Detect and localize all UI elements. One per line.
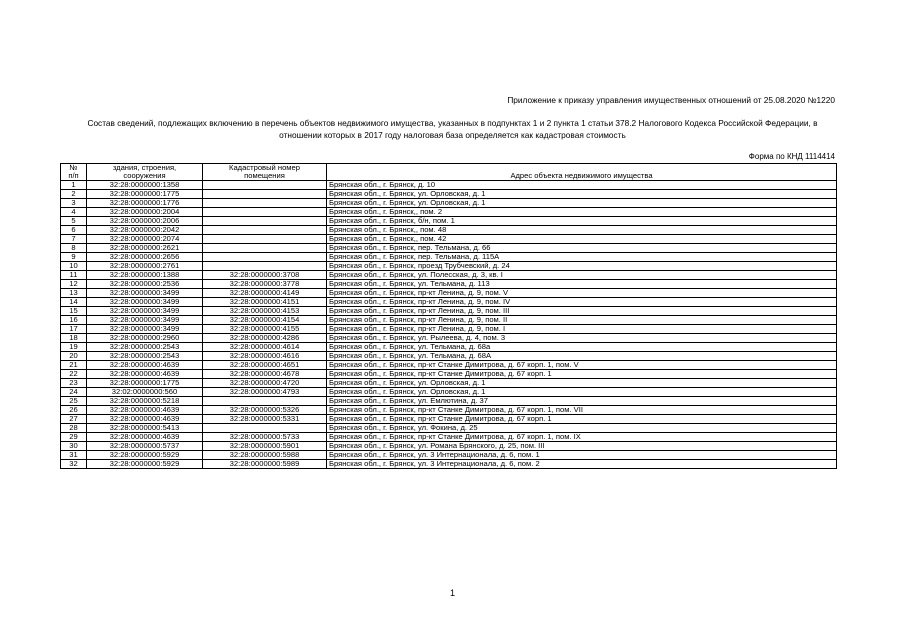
table-row — [61, 370, 837, 379]
building-cadastral-cell: 32:28:0000000:3499 — [87, 316, 203, 325]
address-cell: Брянская обл., г. Брянск, пр-кт Станке Димитрова, д. 67 корп. 1, пом. IX — [327, 433, 837, 442]
room-cadastral-cell: 32:28:0000000:4155 — [203, 325, 327, 334]
room-cadastral-cell: 32:28:0000000:4149 — [203, 289, 327, 298]
building-cadastral-cell: 32:28:0000000:5413 — [87, 424, 203, 433]
building-cadastral-cell: 32:02:0000000:560 — [87, 388, 203, 397]
address-cell: Брянская обл., г. Брянск, пр-кт Ленина, д. 9, пом. III — [327, 307, 837, 316]
room-cadastral-cell: 32:28:0000000:4153 — [203, 307, 327, 316]
address-cell: Брянская обл., г. Брянск,, пом. 42 — [327, 235, 837, 244]
row-number-cell: 29 — [61, 433, 87, 442]
row-number-cell: 5 — [61, 217, 87, 226]
address-cell: Брянская обл., г. Брянск, ул. 3 Интернационала, д. 6, пом. 2 — [327, 460, 837, 469]
table-row — [61, 199, 837, 208]
building-cadastral-cell: 32:28:0000000:1776 — [87, 199, 203, 208]
row-number-cell: 15 — [61, 307, 87, 316]
room-cadastral-cell — [203, 235, 327, 244]
address-cell: Брянская обл., г. Брянск, пр-кт Ленина, д. 9, пом. IV — [327, 298, 837, 307]
row-number-cell: 31 — [61, 451, 87, 460]
room-cadastral-cell: 32:28:0000000:4154 — [203, 316, 327, 325]
building-cadastral-cell: 32:28:0000000:1775 — [87, 379, 203, 388]
building-cadastral-cell: 32:28:0000000:5929 — [87, 460, 203, 469]
building-cadastral-cell: 32:28:0000000:2006 — [87, 217, 203, 226]
table-row — [61, 361, 837, 370]
heading-line-1: Состав сведений, подлежащих включению в перечень объектов недвижимого имущества, указанных в подпунктах 1 и 2 пункта 1 статьи 378.2 Налогового Кодекса Российской Федерации, в — [87, 118, 818, 128]
document-heading — [60, 118, 845, 141]
row-number-cell: 18 — [61, 334, 87, 343]
table-body — [61, 181, 837, 469]
row-number-cell: 11 — [61, 271, 87, 280]
room-cadastral-cell — [203, 181, 327, 190]
table-row — [61, 307, 837, 316]
row-number-cell: 32 — [61, 460, 87, 469]
table-row — [61, 280, 837, 289]
address-cell: Брянская обл., г. Брянск, ул. Фокина, д. 25 — [327, 424, 837, 433]
table-row — [61, 451, 837, 460]
room-cadastral-cell — [203, 217, 327, 226]
building-cadastral-cell: 32:28:0000000:2074 — [87, 235, 203, 244]
room-cadastral-cell: 32:28:0000000:4793 — [203, 388, 327, 397]
row-number-cell: 30 — [61, 442, 87, 451]
row-number-cell: 10 — [61, 262, 87, 271]
room-cadastral-cell — [203, 244, 327, 253]
header-number: № п/п — [61, 164, 87, 181]
room-cadastral-cell: 32:28:0000000:4614 — [203, 343, 327, 352]
address-cell: Брянская обл., г. Брянск, ул. Полесская, д. 3, кв. I — [327, 271, 837, 280]
row-number-cell: 21 — [61, 361, 87, 370]
building-cadastral-cell: 32:28:0000000:1358 — [87, 181, 203, 190]
room-cadastral-cell — [203, 190, 327, 199]
address-cell: Брянская обл., г. Брянск, ул. Орловская, д. 1 — [327, 379, 837, 388]
table-row — [61, 244, 837, 253]
row-number-cell: 13 — [61, 289, 87, 298]
table-row — [61, 415, 837, 424]
room-cadastral-cell: 32:28:0000000:4651 — [203, 361, 327, 370]
building-cadastral-cell: 32:28:0000000:1775 — [87, 190, 203, 199]
address-cell: Брянская обл., г. Брянск, ул. Рылеева, д. 4, пом. 3 — [327, 334, 837, 343]
header-address: Адрес объекта недвижимого имущества — [327, 164, 837, 181]
row-number-cell: 20 — [61, 352, 87, 361]
building-cadastral-cell: 32:28:0000000:2543 — [87, 352, 203, 361]
address-cell: Брянская обл., г. Брянск, ул. Тельмана, д. 68А — [327, 352, 837, 361]
table-row — [61, 325, 837, 334]
address-cell: Брянская обл., г. Брянск, пр-кт Ленина, д. 9, пом. I — [327, 325, 837, 334]
building-cadastral-cell: 32:28:0000000:4639 — [87, 361, 203, 370]
address-cell: Брянская обл., г. Брянск, проезд Трубчевский, д. 24 — [327, 262, 837, 271]
building-cadastral-cell: 32:28:0000000:3499 — [87, 298, 203, 307]
building-cadastral-cell: 32:28:0000000:5929 — [87, 451, 203, 460]
row-number-cell: 23 — [61, 379, 87, 388]
row-number-cell: 22 — [61, 370, 87, 379]
table-row — [61, 316, 837, 325]
address-cell: Брянская обл., г. Брянск, пер. Тельмана, д. 66 — [327, 244, 837, 253]
address-cell: Брянская обл., г. Брянск, ул. Тельмана, д. 113 — [327, 280, 837, 289]
room-cadastral-cell: 32:28:0000000:3778 — [203, 280, 327, 289]
building-cadastral-cell: 32:28:0000000:2960 — [87, 334, 203, 343]
table-header-row — [61, 164, 837, 181]
table-row — [61, 334, 837, 343]
room-cadastral-cell: 32:28:0000000:4720 — [203, 379, 327, 388]
table-row — [61, 226, 837, 235]
address-cell: Брянская обл., г. Брянск, пр-кт Ленина, д. 9, пом. V — [327, 289, 837, 298]
row-number-cell: 1 — [61, 181, 87, 190]
room-cadastral-cell — [203, 226, 327, 235]
address-cell: Брянская обл., г. Брянск, ул. Тельмана, д. 68а — [327, 343, 837, 352]
building-cadastral-cell: 32:28:0000000:2536 — [87, 280, 203, 289]
address-cell: Брянская обл., г. Брянск, пр-кт Станке Димитрова, д. 67 корп. 1 — [327, 415, 837, 424]
property-registry-table — [60, 163, 837, 469]
table-row — [61, 388, 837, 397]
room-cadastral-cell — [203, 397, 327, 406]
address-cell: Брянская обл., г. Брянск, б/н, пом. 1 — [327, 217, 837, 226]
room-cadastral-cell: 32:28:0000000:5331 — [203, 415, 327, 424]
room-cadastral-cell: 32:28:0000000:4286 — [203, 334, 327, 343]
building-cadastral-cell: 32:28:0000000:2543 — [87, 343, 203, 352]
building-cadastral-cell: 32:28:0000000:4639 — [87, 433, 203, 442]
room-cadastral-cell — [203, 262, 327, 271]
building-cadastral-cell: 32:28:0000000:2621 — [87, 244, 203, 253]
address-cell: Брянская обл., г. Брянск,, пом. 48 — [327, 226, 837, 235]
address-cell: Брянская обл., г. Брянск, пр-кт Станке Димитрова, д. 67 корп. 1 — [327, 370, 837, 379]
row-number-cell: 12 — [61, 280, 87, 289]
room-cadastral-cell — [203, 424, 327, 433]
heading-line-2: отношении которых в 2017 году налоговая база определяется как кадастровая стоимость — [279, 129, 626, 140]
building-cadastral-cell: 32:28:0000000:4639 — [87, 406, 203, 415]
row-number-cell: 7 — [61, 235, 87, 244]
table-row — [61, 460, 837, 469]
room-cadastral-cell: 32:28:0000000:5326 — [203, 406, 327, 415]
building-cadastral-cell: 32:28:0000000:5737 — [87, 442, 203, 451]
header-building-cadastral: здания, строения, сооружения — [87, 164, 203, 181]
room-cadastral-cell — [203, 208, 327, 217]
address-cell: Брянская обл., г. Брянск, ул. 3 Интернационала, д. 6, пом. 1 — [327, 451, 837, 460]
table-row — [61, 208, 837, 217]
table-row — [61, 190, 837, 199]
row-number-cell: 28 — [61, 424, 87, 433]
table-row — [61, 352, 837, 361]
building-cadastral-cell: 32:28:0000000:2004 — [87, 208, 203, 217]
table-row — [61, 397, 837, 406]
room-cadastral-cell: 32:28:0000000:4678 — [203, 370, 327, 379]
page-number: 1 — [449, 588, 455, 598]
address-cell: Брянская обл., г. Брянск, ул. Орловская, д. 1 — [327, 199, 837, 208]
address-cell: Брянская обл., г. Брянск, пр-кт Станке Димитрова, д. 67 корп. 1, пом. V — [327, 361, 837, 370]
form-code: Форма по КНД 1114414 — [748, 152, 835, 161]
table-row — [61, 217, 837, 226]
building-cadastral-cell: 32:28:0000000:3499 — [87, 289, 203, 298]
building-cadastral-cell: 32:28:0000000:3499 — [87, 307, 203, 316]
room-cadastral-cell: 32:28:0000000:5901 — [203, 442, 327, 451]
table-row — [61, 433, 837, 442]
appendix-reference: Приложение к приказу управления имущественных отношений от 25.08.2020 №1220 — [507, 95, 835, 105]
building-cadastral-cell: 32:28:0000000:2656 — [87, 253, 203, 262]
table-row — [61, 442, 837, 451]
row-number-cell: 17 — [61, 325, 87, 334]
row-number-cell: 9 — [61, 253, 87, 262]
table-row — [61, 343, 837, 352]
row-number-cell: 2 — [61, 190, 87, 199]
address-cell: Брянская обл., г. Брянск, ул. Орловская, д. 1 — [327, 388, 837, 397]
building-cadastral-cell: 32:28:0000000:3499 — [87, 325, 203, 334]
table-row — [61, 298, 837, 307]
building-cadastral-cell: 32:28:0000000:2761 — [87, 262, 203, 271]
row-number-cell: 26 — [61, 406, 87, 415]
room-cadastral-cell: 32:28:0000000:4151 — [203, 298, 327, 307]
table-row — [61, 235, 837, 244]
room-cadastral-cell: 32:28:0000000:5989 — [203, 460, 327, 469]
room-cadastral-cell: 32:28:0000000:5988 — [203, 451, 327, 460]
row-number-cell: 6 — [61, 226, 87, 235]
row-number-cell: 24 — [61, 388, 87, 397]
address-cell: Брянская обл., г. Брянск, ул. Орловская, д. 1 — [327, 190, 837, 199]
address-cell: Брянская обл., г. Брянск,, пом. 2 — [327, 208, 837, 217]
table-row — [61, 181, 837, 190]
row-number-cell: 19 — [61, 343, 87, 352]
room-cadastral-cell — [203, 199, 327, 208]
row-number-cell: 3 — [61, 199, 87, 208]
address-cell: Брянская обл., г. Брянск, д. 10 — [327, 181, 837, 190]
building-cadastral-cell: 32:28:0000000:1388 — [87, 271, 203, 280]
address-cell: Брянская обл., г. Брянск, пр-кт Ленина, д. 9, пом. II — [327, 316, 837, 325]
room-cadastral-cell: 32:28:0000000:5733 — [203, 433, 327, 442]
row-number-cell: 16 — [61, 316, 87, 325]
row-number-cell: 25 — [61, 397, 87, 406]
row-number-cell: 27 — [61, 415, 87, 424]
row-number-cell: 8 — [61, 244, 87, 253]
building-cadastral-cell: 32:28:0000000:4639 — [87, 370, 203, 379]
table-row — [61, 253, 837, 262]
table-row — [61, 406, 837, 415]
header-room-cadastral: Кадастровый номер помещения — [203, 164, 327, 181]
address-cell: Брянская обл., г. Брянск, пер. Тельмана, д. 115А — [327, 253, 837, 262]
building-cadastral-cell: 32:28:0000000:5218 — [87, 397, 203, 406]
row-number-cell: 14 — [61, 298, 87, 307]
room-cadastral-cell — [203, 253, 327, 262]
address-cell: Брянская обл., г. Брянск, ул. Емлютина, д. 37 — [327, 397, 837, 406]
row-number-cell: 4 — [61, 208, 87, 217]
table-row — [61, 424, 837, 433]
room-cadastral-cell: 32:28:0000000:3708 — [203, 271, 327, 280]
room-cadastral-cell: 32:28:0000000:4616 — [203, 352, 327, 361]
table-row — [61, 262, 837, 271]
table-row — [61, 379, 837, 388]
building-cadastral-cell: 32:28:0000000:4639 — [87, 415, 203, 424]
address-cell: Брянская обл., г. Брянск, пр-кт Станке Димитрова, д. 67 корп. 1, пом. VII — [327, 406, 837, 415]
table-row — [61, 289, 837, 298]
address-cell: Брянская обл., г. Брянск, ул. Романа Брянского, д. 25, пом. III — [327, 442, 837, 451]
table-row — [61, 271, 837, 280]
building-cadastral-cell: 32:28:0000000:2042 — [87, 226, 203, 235]
